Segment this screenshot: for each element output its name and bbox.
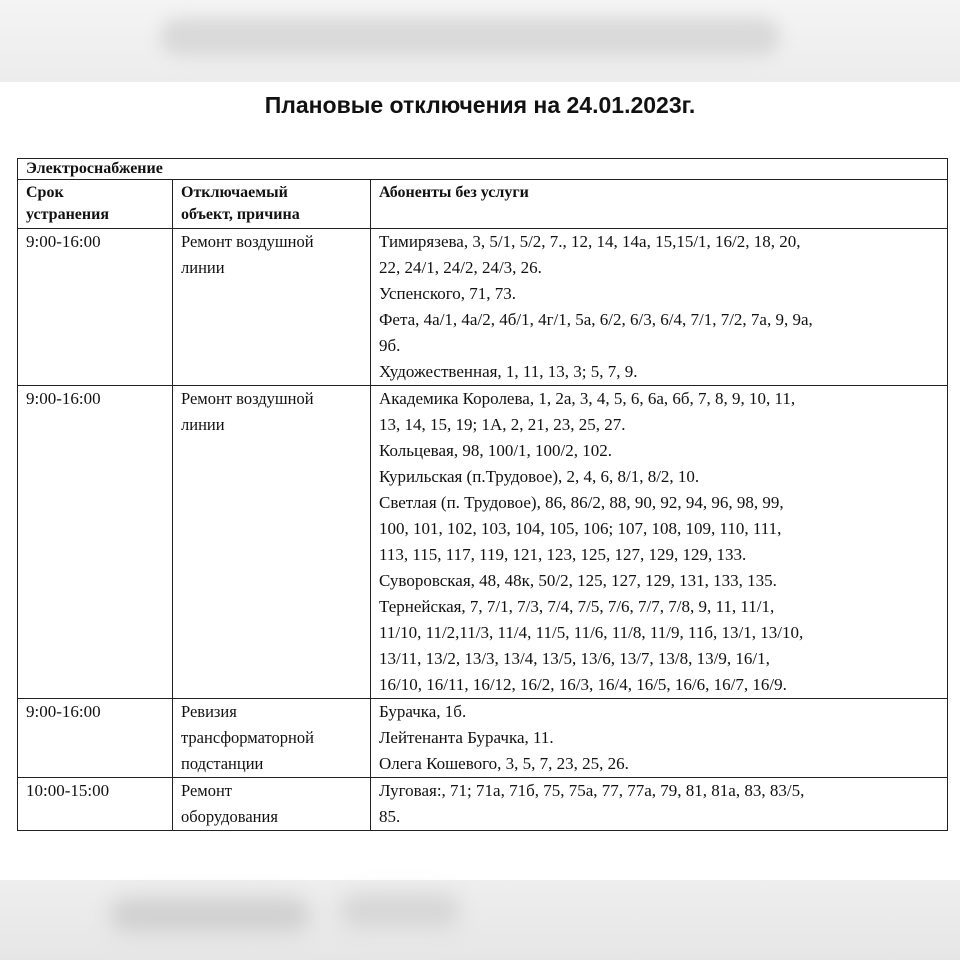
table-row xyxy=(18,386,948,699)
header-row xyxy=(18,180,948,229)
header-time: Срок устранения xyxy=(18,180,173,229)
table-row xyxy=(18,229,948,386)
document-title: Плановые отключения на 24.01.2023г. xyxy=(264,92,696,118)
row-time: 9:00-16:00 xyxy=(18,386,173,699)
section-title: Электроснабжение xyxy=(18,159,948,180)
row-time: 10:00-15:00 xyxy=(18,778,173,831)
row-time: 9:00-16:00 xyxy=(18,699,173,778)
header-subscribers: Абоненты без услуги xyxy=(371,180,948,229)
blurred-background-bottom xyxy=(0,880,960,960)
table-row xyxy=(18,699,948,778)
row-subscribers: Академика Королева, 1, 2а, 3, 4, 5, 6, 6а, 6б, 7, 8, 9, 10, 11, 13, 14, 15, 19; 1А, 2, 21, 23, 25, 27. Кольцевая, 98, 100/1, 100/2, 102. Курильская (п.Трудовое), 2, 4, 6, 8/1, 8/2, 10. Светлая (п. Трудовое), 86, 86/2, 88, 90, 92, 94, 96, 98, 99, 100, 101, 102, 103, 104, 105, 106; 107, 108, 109, 110, 111, 113, 115, 117, 119, 121, 123, 125, 127, 129, 129, 133. Суворовская, 48, 48к, 50/2, 125, 127, 129, 131, 133, 135. Тернейская, 7, 7/1, 7/3, 7/4, 7/5, 7/6, 7/7, 7/8, 9, 11, 11/1, 11/10, 11/2,11/3, 11/4, 11/5, 11/6, 11/8, 11/9, 11б, 13/1, 13/10, 13/11, 13/2, 13/3, 13/4, 13/5, 13/6, 13/7, 13/8, 13/9, 16/1, 16/10, 16/11, 16/12, 16/2, 16/3, 16/4, 16/5, 16/6, 16/7, 16/9. xyxy=(371,386,948,699)
row-object: Ревизия трансформаторной подстанции xyxy=(173,699,371,778)
row-subscribers: Тимирязева, 3, 5/1, 5/2, 7., 12, 14, 14а, 15,15/1, 16/2, 18, 20, 22, 24/1, 24/2, 24/3, 26. Успенского, 71, 73. Фета, 4а/1, 4а/2, 4б/1, 4г/1, 5а, 6/2, 6/3, 6/4, 7/1, 7/2, 7а, 9, 9а, 9б. Художественная, 1, 11, 13, 3; 5, 7, 9. xyxy=(371,229,948,386)
section-row xyxy=(18,159,948,180)
blurred-background-top xyxy=(0,0,960,82)
document-page xyxy=(0,82,960,880)
row-object: Ремонт воздушной линии xyxy=(173,229,371,386)
row-time: 9:00-16:00 xyxy=(18,229,173,386)
row-subscribers: Луговая:, 71; 71а, 71б, 75, 75а, 77, 77а, 79, 81, 81а, 83, 83/5, 85. xyxy=(371,778,948,831)
row-subscribers: Бурачка, 1б. Лейтенанта Бурачка, 11. Олега Кошевого, 3, 5, 7, 23, 25, 26. xyxy=(371,699,948,778)
outage-table xyxy=(17,158,948,831)
row-object: Ремонт воздушной линии xyxy=(173,386,371,699)
header-object: Отключаемый объект, причина xyxy=(173,180,371,229)
row-object: Ремонт оборудования xyxy=(173,778,371,831)
table-row xyxy=(18,778,948,831)
